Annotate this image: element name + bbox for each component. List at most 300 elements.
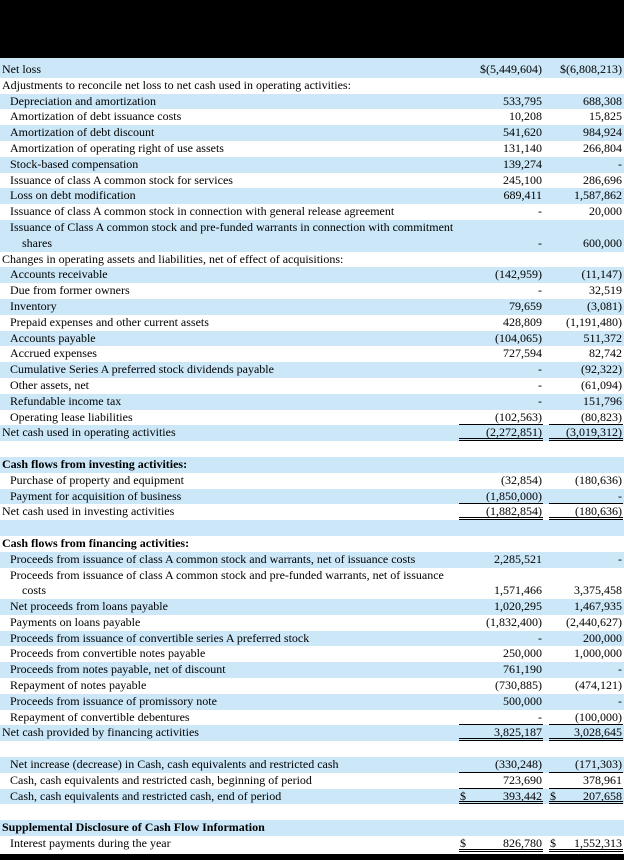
amount-col2: [549, 757, 623, 773]
row-label: [0, 710, 455, 726]
amount-col1: [459, 362, 543, 378]
amount-value: (1,832,400): [486, 614, 542, 629]
row-label: [0, 694, 455, 710]
amount-col1: [459, 820, 543, 836]
amount-col1: [459, 457, 543, 473]
amount-value: -: [538, 204, 542, 219]
row-label-text: Amortization of operating right of use assets: [10, 140, 224, 155]
amount-value: -: [538, 709, 542, 724]
table-row: [0, 694, 624, 710]
row-label-text: Accounts payable: [10, 330, 96, 345]
amount-value: (1,850,000): [486, 488, 542, 503]
amount-value: 20,000: [589, 204, 622, 219]
table-row: [0, 678, 624, 694]
amount-value: 541,620: [503, 125, 542, 140]
amount-value: 200,000: [583, 630, 622, 645]
table-row: [0, 62, 624, 78]
row-label-text: Other assets, net: [10, 377, 89, 392]
amount-col1: [459, 346, 543, 362]
amount-value: 207,658: [583, 788, 622, 803]
amount-col2: [549, 789, 623, 805]
amount-col2: [549, 394, 623, 410]
amount-col2: [549, 836, 623, 852]
amount-value: 1,552,313: [574, 836, 622, 851]
amount-value: 131,140: [503, 140, 542, 155]
row-label: [0, 425, 455, 441]
amount-col2: [549, 378, 623, 394]
amount-value: 688,308: [583, 93, 622, 108]
row-label: [0, 520, 455, 536]
table-row: [0, 204, 624, 220]
row-label-text: Proceeds from notes payable, net of discount: [10, 662, 226, 677]
amount-value: 10,208: [509, 109, 542, 124]
table-row: [0, 552, 624, 568]
section-header-row: [0, 536, 624, 552]
amount-col2: [549, 204, 623, 220]
table-row: [0, 94, 624, 110]
amount-value: 600,000: [583, 235, 622, 250]
section-header-row: [0, 820, 624, 836]
amount-value: 378,961: [583, 772, 622, 787]
row-label: [0, 394, 455, 410]
amount-col1: [459, 725, 543, 741]
table-row: [0, 789, 624, 805]
row-label-text: Net loss: [2, 62, 41, 76]
amount-value: 139,274: [503, 156, 542, 171]
row-label: [0, 173, 455, 189]
row-label: [0, 188, 455, 204]
row-label: [0, 568, 455, 600]
table-row: [0, 346, 624, 362]
amount-col1: [459, 173, 543, 189]
amount-value: $(5,449,604): [480, 62, 542, 76]
row-label: [0, 362, 455, 378]
amount-col2: [549, 78, 623, 94]
amount-col1: [459, 331, 543, 347]
amount-value: 32,519: [589, 283, 622, 298]
amount-value: 984,924: [583, 125, 622, 140]
amount-col2: [549, 615, 623, 631]
amount-value: (730,885): [495, 678, 542, 693]
amount-col1: [459, 283, 543, 299]
row-label: [0, 552, 455, 568]
row-label-text: Cash flows from investing activities:: [2, 456, 188, 471]
row-label-text: Issuance of class A common stock in connection with general release agreement: [10, 204, 395, 219]
amount-col2: [549, 520, 623, 536]
row-label-text: Supplemental Disclosure of Cash Flow Information: [2, 820, 265, 835]
amount-value: (11,147): [581, 267, 622, 282]
amount-col1: [459, 536, 543, 552]
amount-value: (474,121): [575, 678, 622, 693]
amount-value: 500,000: [503, 693, 542, 708]
amount-value: (142,959): [495, 267, 542, 282]
amount-col1: [459, 62, 543, 78]
amount-value: (1,191,480): [566, 314, 622, 329]
amount-col1: [459, 141, 543, 157]
row-label: [0, 252, 455, 268]
table-row: [0, 362, 624, 378]
row-label: [0, 204, 455, 220]
amount-value: 266,804: [583, 140, 622, 155]
table-row: [0, 410, 624, 426]
table-row: [0, 489, 624, 505]
amount-col2: [549, 504, 623, 520]
table-row: [0, 109, 624, 125]
row-label: [0, 141, 455, 157]
table-row: [0, 646, 624, 662]
row-label: [0, 441, 455, 457]
amount-value: 1,587,862: [574, 188, 622, 203]
row-label: [0, 109, 455, 125]
amount-col2: [549, 94, 623, 110]
amount-col2: [549, 457, 623, 473]
row-label: [0, 599, 455, 615]
table-row: [0, 220, 624, 252]
amount-col2: [549, 267, 623, 283]
row-label-text: Cash, cash equivalents and restricted cash, beginning of period: [10, 772, 312, 787]
amount-col1: [459, 315, 543, 331]
amount-value: 151,796: [583, 393, 622, 408]
amount-value: -: [538, 362, 542, 377]
table-row: [0, 710, 624, 726]
amount-value: -: [538, 235, 542, 250]
row-label: [0, 741, 455, 757]
table-row: [0, 315, 624, 331]
amount-col2: [549, 157, 623, 173]
amount-col2: [549, 410, 623, 426]
section-header-row: [0, 457, 624, 473]
row-label-text: Amortization of debt discount: [10, 125, 155, 140]
amount-col1: [459, 836, 543, 852]
row-label-text: Purchase of property and equipment: [10, 472, 184, 487]
amount-value: 1,000,000: [574, 646, 622, 661]
row-label: [0, 267, 455, 283]
amount-col1: [459, 378, 543, 394]
table-row: [0, 773, 624, 789]
amount-value: 2,285,521: [494, 551, 542, 566]
row-label: [0, 283, 455, 299]
row-label-text: Changes in operating assets and liabilities, net of effect of acquisitions:: [2, 251, 344, 266]
amount-col1: [459, 552, 543, 568]
row-label-text: Net cash used in investing activities: [2, 504, 175, 519]
row-label-text: Stock-based compensation: [10, 156, 139, 171]
amount-col1: [459, 94, 543, 110]
amount-value: 723,690: [503, 772, 542, 787]
row-label-text: Net cash provided by financing activities: [2, 725, 199, 740]
row-label-text: Inventory: [10, 298, 57, 313]
table-row: [0, 157, 624, 173]
currency-symbol: $: [460, 836, 466, 851]
row-label-text: Depreciation and amortization: [10, 93, 156, 108]
amount-col1: [459, 757, 543, 773]
amount-col2: [549, 804, 623, 820]
row-label: [0, 125, 455, 141]
amount-col1: [459, 441, 543, 457]
table-row: [0, 836, 624, 852]
amount-value: 533,795: [503, 93, 542, 108]
amount-col2: [549, 489, 623, 505]
row-label: [0, 725, 455, 741]
amount-col2: [549, 252, 623, 268]
row-label-text: Net increase (decrease) in Cash, cash equivalents and restricted cash: [10, 757, 339, 772]
row-label: [0, 457, 455, 473]
amount-col2: [549, 646, 623, 662]
row-label: [0, 804, 455, 820]
row-label: [0, 615, 455, 631]
table-row: [0, 425, 624, 441]
table-row: [0, 504, 624, 520]
amount-value: (32,854): [501, 472, 542, 487]
row-label: [0, 331, 455, 347]
row-label: [0, 220, 455, 252]
amount-col2: [549, 188, 623, 204]
row-label-text: Repayment of convertible debentures: [10, 709, 190, 724]
amount-col1: [459, 646, 543, 662]
amount-value: 3,825,187: [494, 725, 542, 740]
amount-col1: [459, 583, 543, 599]
amount-col2: [549, 552, 623, 568]
amount-col1: [459, 410, 543, 426]
row-label: [0, 646, 455, 662]
amount-value: 428,809: [503, 314, 542, 329]
amount-col2: [549, 631, 623, 647]
amount-value: (180,636): [575, 504, 622, 519]
table-row: [0, 631, 624, 647]
amount-value: (92,322): [581, 362, 622, 377]
amount-value: -: [538, 283, 542, 298]
row-label-text: Proceeds from issuance of convertible series A preferred stock: [10, 630, 310, 645]
amount-col2: [549, 425, 623, 441]
amount-col2: [549, 141, 623, 157]
currency-symbol: $: [550, 788, 556, 803]
amount-value: (61,094): [581, 377, 622, 392]
amount-col2: [549, 773, 623, 789]
row-label-text: Repayment of notes payable: [10, 678, 147, 693]
row-label: [0, 536, 455, 552]
row-label-text: Prepaid expenses and other current assets: [10, 314, 209, 329]
row-label: [0, 378, 455, 394]
row-label: [0, 631, 455, 647]
amount-value: -: [618, 551, 622, 566]
row-label: [0, 346, 455, 362]
row-label-text: Cash, cash equivalents and restricted cash, end of period: [10, 788, 282, 803]
amount-value: 689,411: [503, 188, 542, 203]
amount-col1: [459, 252, 543, 268]
row-label-text: Proceeds from issuance of class A common stock and warrants, net of issuance costs: [10, 551, 416, 566]
row-label-text: Due from former owners: [10, 283, 130, 298]
row-label-text: Net cash used in operating activities: [2, 425, 176, 440]
currency-symbol: $: [460, 788, 466, 803]
row-label: [0, 678, 455, 694]
row-label: [0, 157, 455, 173]
amount-value: -: [618, 662, 622, 677]
row-label: [0, 820, 455, 836]
amount-col1: [459, 204, 543, 220]
table-row: [0, 757, 624, 773]
amount-col2: [549, 820, 623, 836]
amount-col1: [459, 78, 543, 94]
amount-value: 1,020,295: [494, 599, 542, 614]
amount-col1: [459, 599, 543, 615]
amount-value: 727,594: [503, 346, 542, 361]
row-label-text: Loss on debt modification: [10, 188, 136, 203]
amount-value: (104,065): [495, 330, 542, 345]
amount-value: (1,882,854): [486, 504, 542, 519]
amount-value: -: [618, 693, 622, 708]
amount-col2: [549, 473, 623, 489]
table-row: [0, 283, 624, 299]
amount-col1: [459, 710, 543, 726]
amount-value: -: [538, 630, 542, 645]
table-row: [0, 662, 624, 678]
redacted-header-band: [0, 0, 624, 58]
table-row: [0, 599, 624, 615]
amount-value: 826,780: [503, 836, 542, 851]
amount-col1: [459, 694, 543, 710]
amount-col1: [459, 394, 543, 410]
amount-col1: [459, 473, 543, 489]
row-label-text: Issuance of Class A common stock and pre-funded warrants in connection with commitment shares: [10, 219, 454, 250]
amount-value: (100,000): [575, 709, 622, 724]
row-label-text: Payments on loans payable: [10, 614, 141, 629]
amount-value: (171,303): [575, 757, 622, 772]
amount-col1: [459, 789, 543, 805]
amount-col2: [549, 441, 623, 457]
row-label-text: Payment for acquisition of business: [10, 488, 182, 503]
amount-value: (2,440,627): [566, 614, 622, 629]
amount-col1: [459, 489, 543, 505]
table-row: [0, 267, 624, 283]
table-row: [0, 188, 624, 204]
amount-value: 1,571,466: [494, 583, 542, 598]
table-row: [0, 78, 624, 94]
amount-col2: [549, 62, 623, 78]
amount-value: 1,467,935: [574, 599, 622, 614]
spacer-row: [0, 441, 624, 457]
row-label: [0, 757, 455, 773]
amount-col1: [459, 267, 543, 283]
amount-col2: [549, 678, 623, 694]
amount-value: (80,823): [581, 409, 622, 424]
bottom-border-bar: [0, 854, 624, 860]
amount-col2: [549, 109, 623, 125]
amount-value: 3,375,458: [574, 583, 622, 598]
amount-col1: [459, 520, 543, 536]
amount-col1: [459, 109, 543, 125]
amount-value: 393,442: [503, 788, 542, 803]
amount-value: 245,100: [503, 172, 542, 187]
amount-col2: [549, 599, 623, 615]
table-row: [0, 378, 624, 394]
amount-col1: [459, 425, 543, 441]
table-row: [0, 725, 624, 741]
amount-col1: [459, 804, 543, 820]
row-label: [0, 773, 455, 789]
amount-col1: [459, 125, 543, 141]
amount-col2: [549, 283, 623, 299]
amount-col2: [549, 173, 623, 189]
amount-col2: [549, 694, 623, 710]
row-label: [0, 473, 455, 489]
row-label: [0, 504, 455, 520]
row-label: [0, 78, 455, 94]
row-label-text: Issuance of class A common stock for services: [10, 172, 233, 187]
amount-col2: [549, 331, 623, 347]
amount-value: 79,659: [509, 298, 542, 313]
currency-symbol: $: [550, 836, 556, 851]
row-label-text: Amortization of debt issuance costs: [10, 109, 182, 124]
amount-value: (180,636): [575, 472, 622, 487]
amount-col1: [459, 773, 543, 789]
amount-value: (102,563): [495, 409, 542, 424]
amount-col2: [549, 536, 623, 552]
amount-value: 761,190: [503, 662, 542, 677]
row-label: [0, 315, 455, 331]
amount-col1: [459, 299, 543, 315]
table-row: [0, 331, 624, 347]
amount-col2: [549, 662, 623, 678]
row-label: [0, 789, 455, 805]
amount-value: (2,272,851): [486, 425, 542, 440]
row-label-text: Proceeds from issuance of class A common stock and pre-funded warrants, net of issuance costs: [10, 567, 444, 598]
amount-col1: [459, 504, 543, 520]
amount-col1: [459, 662, 543, 678]
amount-value: $(6,808,213): [560, 62, 622, 76]
amount-col1: [459, 678, 543, 694]
row-label-text: Cumulative Series A preferred stock dividends payable: [10, 362, 274, 377]
row-label-text: Interest payments during the year: [10, 836, 171, 851]
row-label-text: Accrued expenses: [10, 346, 97, 361]
row-label-text: Proceeds from issuance of promissory note: [10, 693, 217, 708]
row-label: [0, 489, 455, 505]
table-row: [0, 173, 624, 189]
amount-col1: [459, 615, 543, 631]
amount-col2: [549, 710, 623, 726]
amount-col1: [459, 157, 543, 173]
amount-col2: [549, 315, 623, 331]
table-row: [0, 394, 624, 410]
row-label: [0, 62, 455, 78]
amount-col1: [459, 236, 543, 252]
amount-value: -: [618, 156, 622, 171]
amount-col2: [549, 236, 623, 252]
amount-col2: [549, 583, 623, 599]
row-label: [0, 662, 455, 678]
amount-value: (3,081): [587, 298, 622, 313]
spacer-row: [0, 741, 624, 757]
row-label: [0, 410, 455, 426]
amount-col2: [549, 346, 623, 362]
table-row: [0, 125, 624, 141]
row-label-text: Operating lease liabilities: [10, 409, 133, 424]
cash-flow-statement-table: [0, 62, 624, 852]
row-label-text: Refundable income tax: [10, 393, 122, 408]
row-label-text: Cash flows from financing activities:: [2, 535, 190, 550]
amount-value: 82,742: [589, 346, 622, 361]
amount-col2: [549, 362, 623, 378]
amount-value: 250,000: [503, 646, 542, 661]
amount-value: -: [538, 377, 542, 392]
row-label-text: Adjustments to reconcile net loss to net cash used in operating activities:: [2, 77, 351, 92]
amount-col2: [549, 125, 623, 141]
amount-col2: [549, 299, 623, 315]
amount-col1: [459, 741, 543, 757]
amount-value: (330,248): [495, 757, 542, 772]
spacer-row: [0, 804, 624, 820]
row-label-text: Accounts receivable: [10, 267, 108, 282]
row-label: [0, 94, 455, 110]
row-label-text: Proceeds from convertible notes payable: [10, 646, 206, 661]
